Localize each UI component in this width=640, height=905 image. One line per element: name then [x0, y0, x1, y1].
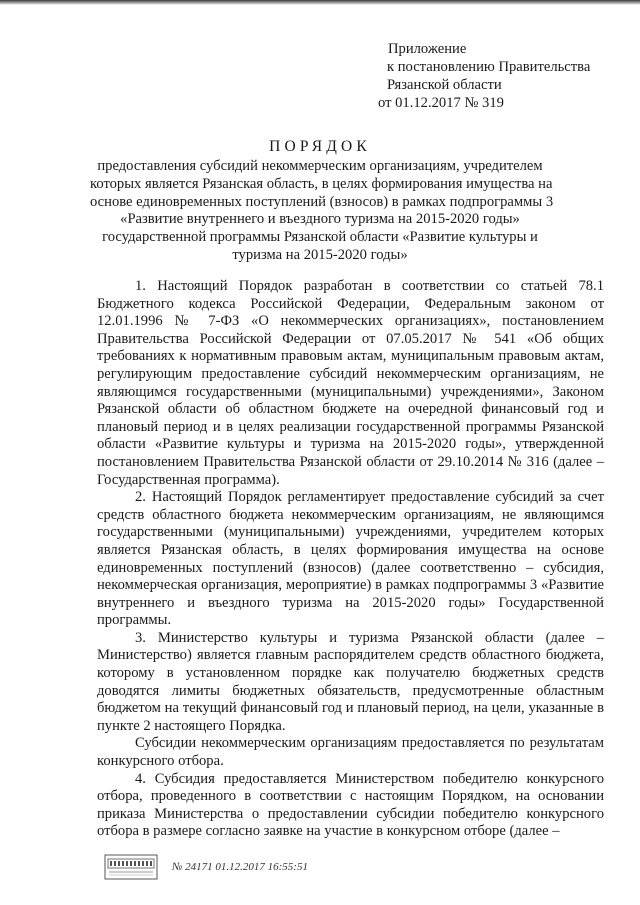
- subtitle-line: «Развитие внутреннего и въездного туризма на 2015-2020 годы»: [120, 211, 520, 228]
- document-subtitle: [90, 158, 554, 265]
- document-title: ПОРЯДОК: [269, 138, 371, 155]
- subtitle-line: туризма на 2015-2020 годы»: [232, 246, 408, 263]
- subtitle-line: государственной программы Рязанской области «Развитие культуры и: [102, 229, 538, 246]
- paragraph-1: 1. Настоящий Порядок разработан в соответствии со статьей 78.1 Бюджетного кодекса Российской Федерации, Федеральным законом от 12.01.1996 № 7-ФЗ «О некоммерческих организациях», постановлением Правительства Российской Федерации от 07.05.2017 № 541 «Об общих требованиях к нормативным правовым актам, муниципальным правовым актам, регулирующим предоставление субсидий некоммерческим организациям, не являющимся государственными (муниципальными) учреждениями», Законом Рязанской области об областном бюджете на очередной финансовый год и плановый период и в целях реализации государственной программы Рязанской области «Развитие культуры и туризма на 2015-2020 годы», утвержденной постановлением Правительства Рязанской области от 29.10.2014 № 316 (далее – Государственная программа).: [97, 278, 604, 488]
- document-title-block: [90, 137, 554, 265]
- subtitle-line: основе единовременных поступлений (взносов) в рамках подпрограммы 3: [90, 193, 554, 210]
- subtitle-line: предоставления субсидий некоммерческим организациям, учредителем: [97, 158, 543, 174]
- paragraph-2: 2. Настоящий Порядок регламентирует предоставление субсидий за счет средств областного бюджета некоммерческим организациям, не являющимся государственными (муниципальными) учреждениями, учредителем которых является Рязанская область, в целях формирования имущества на основе единовременных поступлений (взносов) (далее соответственно – субсидия, некоммерческая организация, мероприятие) в рамках подпрограммы 3 «Развитие внутреннего и въездного туризма на 2015-2020 годы» Государственной программы.: [97, 489, 604, 629]
- subtitle-line: которых является Рязанская область, в целях формирования имущества на: [90, 175, 553, 192]
- registration-footer: [104, 854, 308, 880]
- appendix-header: [378, 40, 628, 112]
- paragraph-4: 4. Субсидия предоставляется Министерством победителю конкурсного отбора, проведенного в соответствии с настоящим Порядком, на основании приказа Министерства о предоставлении субсидии победителю конкурсного отбора в размере согласно заявке на участие в конкурсном отборе (далее –: [97, 770, 604, 840]
- paragraph-3-note: Субсидии некоммерческим организациям предоставляется по результатам конкурсного отбора.: [97, 735, 604, 770]
- scan-edge: [0, 0, 640, 5]
- appendix-region: Рязанской области: [387, 77, 502, 93]
- appendix-label: Приложение: [388, 41, 467, 57]
- registry-stamp-icon: [104, 854, 158, 880]
- appendix-date-number: от 01.12.2017 № 319: [378, 95, 504, 111]
- registration-number: № 24171 01.12.2017 16:55:51: [172, 861, 308, 873]
- document-body: [97, 278, 604, 841]
- paragraph-3: 3. Министерство культуры и туризма Рязанской области (далее – Министерство) является главным распорядителем средств областного бюджета, которому в установленном порядке как получателю бюджетных средств доводятся лимиты бюджетных обязательств, предусмотренные областным бюджетом на текущий финансовый год и плановый период, на цели, указанные в пункте 2 настоящего Порядка.: [97, 629, 604, 734]
- appendix-reference: к постановлению Правительства: [387, 59, 591, 75]
